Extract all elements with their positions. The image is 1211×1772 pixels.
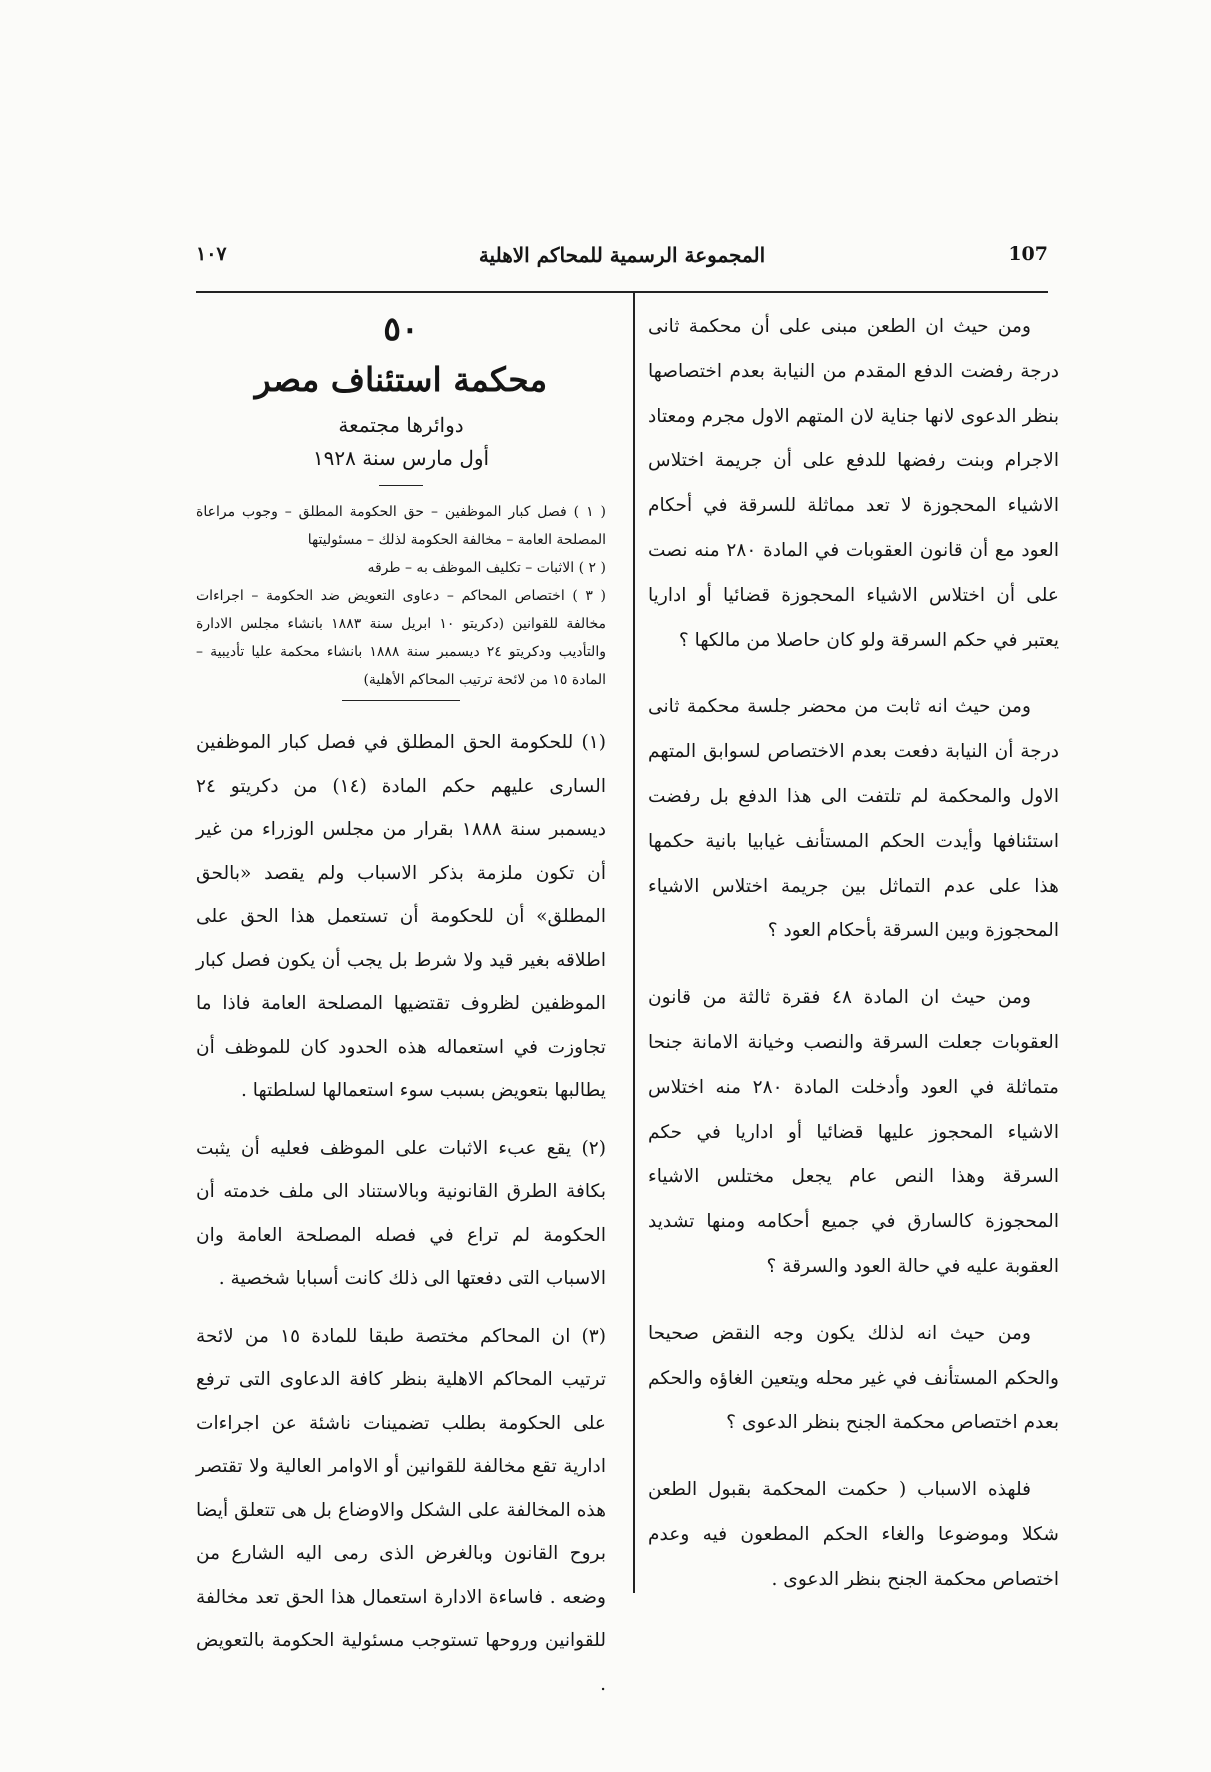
paragraph: ومن حيث انه لذلك يكون وجه النقض صحيحا والحكم المستأنف في غير محله ويتعين الغاؤه والحكم بعدم اختصاص محكمة الجنح بنظر الدعوى ؟ [648, 1322, 1059, 1434]
summary-item: ( ٢ ) الاثبات – تكليف الموظف به – طرقه [367, 560, 606, 576]
page-header [196, 243, 1048, 277]
journal-title: المجموعة الرسمية للمحاكم الاهلية [478, 243, 766, 267]
left-column [196, 305, 606, 1720]
principle-paragraph: (٢) يقع عبء الاثبات على الموظف فعليه أن يثبت بكافة الطرق القانونية وبالاستناد الى ملف خدمته أن الحكومة لم تراع في فصله المصلحة العامة وان الاسباب التى دفعتها الى ذلك كانت أسبابا شخصية . [196, 1137, 606, 1289]
right-column [648, 305, 1059, 1625]
header-rule [196, 291, 1048, 293]
summary-item: ( ٣ ) اختصاص المحاكم – دعاوى التعويض ضد الحكومة – اجراءات مخالفة للقوانين (دكريتو ١٠ ابريل سنة ١٨٨٣ بانشاء مجلس الادارة والتأديب ودكريتو ٢٤ ديسمبر سنة ١٨٨٨ بانشاء محكمة عليا تأديبية – المادة ١٥ من لائحة ترتيب المحاكم الأهلية) [196, 588, 606, 688]
court-name: محكمة استئناف مصر [254, 360, 548, 399]
paragraph: ومن حيث ان المادة ٤٨ فقرة ثالثة من قانون العقوبات جعلت السرقة والنصب وخيانة الامانة جنحا متماثلة في العود وأدخلت المادة ٢٨٠ منه اختلاس الاشياء المحجوز عليها قضائيا أو اداريا في حكم السرقة وهذا النص عام يجعل مختلس الاشياء المحجوزة كالسارق في جميع أحكامه ومنها تشديد العقوبة عليه في حالة العود والسرقة ؟ [648, 987, 1059, 1277]
page-number-arabic: ١٠٧ [196, 243, 227, 265]
principle-paragraph: (٣) ان المحاكم مختصة طبقا للمادة ١٥ من لائحة ترتيب المحاكم الاهلية بنظر كافة الدعاوى التى ترفع على الحكومة بطلب تضمينات ناشئة عن اجراءات ادارية تقع مخالفة للقوانين أو الاوامر العالية ولا تقتصر هذه المخالفة على الشكل والاوضاع بل هى تتعلق أيضا بروح القانون وبالغرض الذى رمى اليه الشارع من وضعه . فاساءة الادارة استعمال هذا الحق تعد مخالفة للقوانين وروحها تستوجب مسئولية الحكومة بالتعويض . [196, 1325, 607, 1695]
section-rule [342, 700, 460, 701]
paragraph: ومن حيث انه ثابت من محضر جلسة محكمة ثانى درجة أن النيابة دفعت بعدم الاختصاص لسوابق المتهم الاول والمحكمة لم تلتفت الى هذا الدفع بل رفضت استئنافها وأيدت الحكم المستأنف غيابيا بانية حكمها هذا على عدم التماثل بين جريمة اختلاس الاشياء المحجوزة وبين السرقة بأحكام العود ؟ [648, 696, 1059, 942]
case-number: ٥٠ [383, 309, 419, 348]
page-number-latin: 107 [1008, 243, 1048, 265]
court-circuits: دوائرها مجتمعة [338, 413, 464, 437]
principle-paragraph: (١) للحكومة الحق المطلق في فصل كبار الموظفين السارى عليهم حكم المادة (١٤) من دكريتو ٢٤ ديسمبر سنة ١٨٨٨ بقرار من مجلس الوزراء من غير أن تكون ملزمة بذكر الاسباب ولم يقصد «بالحق المطلق» أن للحكومة أن تستعمل هذا الحق على اطلاقه بغير قيد ولا شرط بل يجب أن يكون فصل كبار الموظفين لظروف تقتضيها المصلحة العامة فاذا ما تجاوزت في استعماله هذه الحدود كان للموظف أن يطالبها بتعويض بسبب سوء استعمالها لسلطتها . [196, 732, 606, 1101]
short-rule [379, 485, 423, 486]
column-divider [633, 293, 635, 1593]
paragraph: فلهذه الاسباب ( حكمت المحكمة بقبول الطعن شكلا وموضوعا والغاء الحكم المطعون فيه وعدم اختصاص محكمة الجنح بنظر الدعوى . [648, 1479, 1059, 1590]
summary-item: ( ١ ) فصل كبار الموظفين – حق الحكومة المطلق – وجوب مراعاة المصلحة العامة – مخالفة الحكومة لذلك – مسئوليتها [196, 504, 606, 548]
paragraph: ومن حيث ان الطعن مبنى على أن محكمة ثانى درجة رفضت الدفع المقدم من النيابة بعدم اختصاصها بنظر الدعوى لانها جناية لان المتهم الاول مجرم ومعتاد الاجرام وبنت رفضها للدفع على أن جريمة اختلاس الاشياء المحجوزة لا تعد مماثلة للسرقة في أحكام العود مع أن قانون العقوبات في المادة ٢٨٠ منه نصت على أن اختلاس الاشياء المحجوزة قضائيا أو اداريا يعتبر في حكم السرقة ولو كان حاصلا من مالكها ؟ [648, 316, 1059, 651]
ruling-date: أول مارس سنة ١٩٢٨ [312, 446, 490, 470]
